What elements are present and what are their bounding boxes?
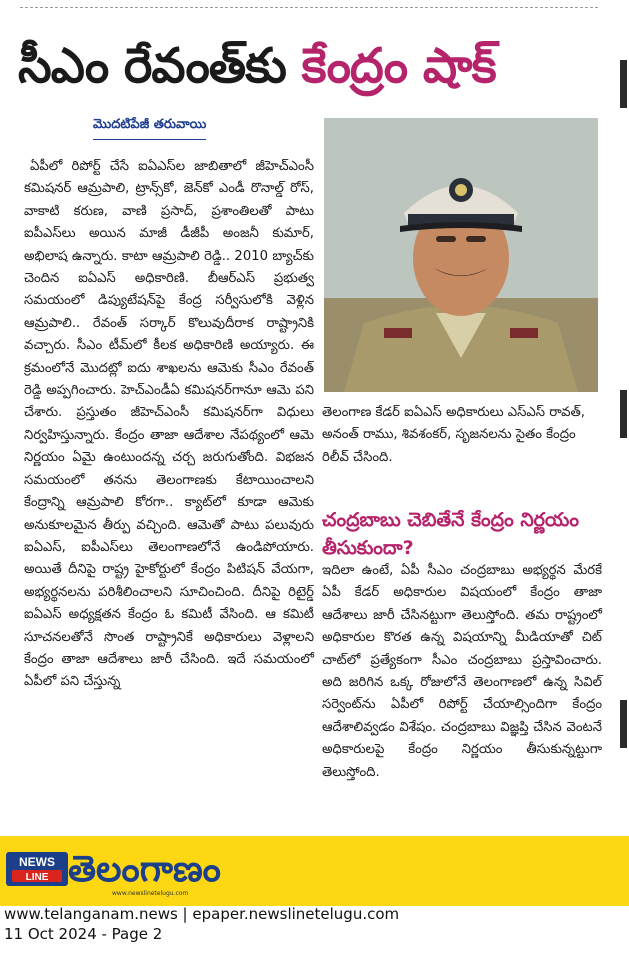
article-paragraph: ఏపీలో రిపోర్ట్ చేసే ఐఏఎస్‌ల జాబితాలో జీహెచ్‌ఎంసీ కమిషనర్ ఆమ్రపాలి, ట్రాన్స్‌కో, జెన్‌కో ఎండీ రొనాల్డ్ రోస్, వాకాటి కరుణ, వాణి ప్రసాద్, ప్రశాంతిలతో పాటు ఐపీఎస్‌లు అయిన మాజీ డీజీపీ అంజనీ కుమార్, అభిలాష ఉన్నారు. కాటా ఆమ్రపాలి రెడ్డి.. 2010 బ్యాచ్‌కు చెందిన ఐఏఎస్ అధికారిణి. బీఆర్ఎస్ ప్రభుత్వ సమయంలో డిప్యుటేషన్‌పై కేంద్ర సర్వీసులోకి వెళ్లిన ఆమ్రపాలి.. రేవంత్ సర్కార్ కొలువుదీరాక రాష్ట్రానికి వచ్చారు. సీఎం టీమ్‌లో కీలక అధికారిణి అయ్యారు. ఈ క్రమంలోనే మొదట్లో ఐదు శాఖలను ఆమెకు సీఎం రేవంత్ రెడ్డి అప్పగించారు. హెచ్ఎండీఏ కమిషనర్‌గానూ ఆమె పని చేశారు. ప్రస్తుతం జీహెచ్‌ఎంసీ కమిషనర్‌గా విధులు నిర్వహిస్తున్నారు. కేంద్రం తాజా ఆదేశాల నేపథ్యంలో ఆమె నిర్ణయం ఏమై ఉంటుందన్న చర్చ జరుగుతోంది. విభజన సమయంలో తనను తెలంగాణకు కేటాయించాలని కేంద్రాన్ని ఆమ్రపాలి కోరగా.. క్యాట్‌లో కూడా ఆమెకు అనుకూలమైన తీర్పు వచ్చింది. ఆమెతో పాటు పలువురు ఐఏఎస్, ఐపీఎస్‌లు తెలంగాణలోనే ఉండిపోయారు. అయితే దీనిపై రాష్ట్ర హైకోర్టులో కేంద్రం పిటిషన్ వేయగా, అభ్యర్థనలను పరిశీలించాలని సూచించింది. దీనిపై రిటైర్డ్ ఐఏఎస్ అధ్యక్షతన కేంద్రం ఓ కమిటీ వేసింది. ఆ కమిటీ సూచనలతోనే సొంత రాష్ట్రానికే అధికారులు వెళ్లాలని కేంద్రం తాజా ఆదేశాలు జారీ చేసింది. ఇదే సమయంలో ఏపీలో పని చేస్తున్న [24, 159, 314, 690]
officer-photo [324, 118, 598, 392]
footer-websites[interactable]: www.telanganam.news | epaper.newslinetelugu.com [4, 905, 400, 923]
article-body-left [24, 156, 314, 694]
footer-info [4, 904, 399, 944]
article-body-right [322, 560, 602, 784]
byline: మొదటిపేజీ తరువాయి [93, 117, 206, 140]
logo-url: www.newslinetelugu.com [112, 890, 189, 897]
headline [18, 26, 618, 106]
page-edge-marker [616, 0, 629, 836]
newsline-logo [6, 852, 68, 886]
logo-news-text: NEWS [19, 855, 55, 869]
top-divider [20, 7, 598, 8]
footer-date-page: 11 Oct 2024 - Page 2 [4, 925, 163, 943]
logo-line-text: LINE [25, 872, 49, 883]
telanganam-logo-text: తెలంగాణం [68, 849, 221, 890]
photo-caption: తెలంగాణ కేడర్ ఐఏఎస్ అధికారులు ఎస్ఎస్ రావత్, అనంత్ రాము, శివశంకర్, సృజనలను సైతం కేంద్రం రిలీవ్ చేసింది. [322, 405, 585, 465]
subheadline: చంద్రబాబు చెబితేనే కేంద్రం నిర్ణయం తీసుకుందా? [322, 509, 580, 559]
headline-part-1: సీఎం రేవంత్‌కు [18, 38, 286, 94]
headline-part-2: కేంద్రం షాక్ [301, 38, 496, 94]
footer-banner [0, 836, 629, 906]
article-paragraph: ఇదిలా ఉంటే, ఏపీ సీఎం చంద్రబాబు అభ్యర్థన మేరకే ఏపీ కేడర్ అధికారుల విషయంలో కేంద్రం తాజా ఆదేశాలు జారీ చేసినట్టుగా తెలుస్తోంది. తమ రాష్ట్రంలో అధికారుల కొరత ఉన్న విషయాన్ని మీడియాతో చిట్ చాట్‌లో ప్రత్యేకంగా సీఎం చంద్రబాబు ప్రస్తావించారు. అది జరిగిన ఒక్క రోజులోనే తెలంగాణలో ఉన్న సివిల్ సర్వెంట్‌ను ఏపీలో రిపోర్ట్ చేయాల్సిందిగా కేంద్రం ఆదేశాలివ్వడం విశేషం. చంద్రబాబు విజ్ఞప్తి చేసిన వెంటనే అధికారులపై కేంద్రం నిర్ణయం తీసుకున్నట్టుగా తెలుస్తోంది. [322, 563, 602, 780]
